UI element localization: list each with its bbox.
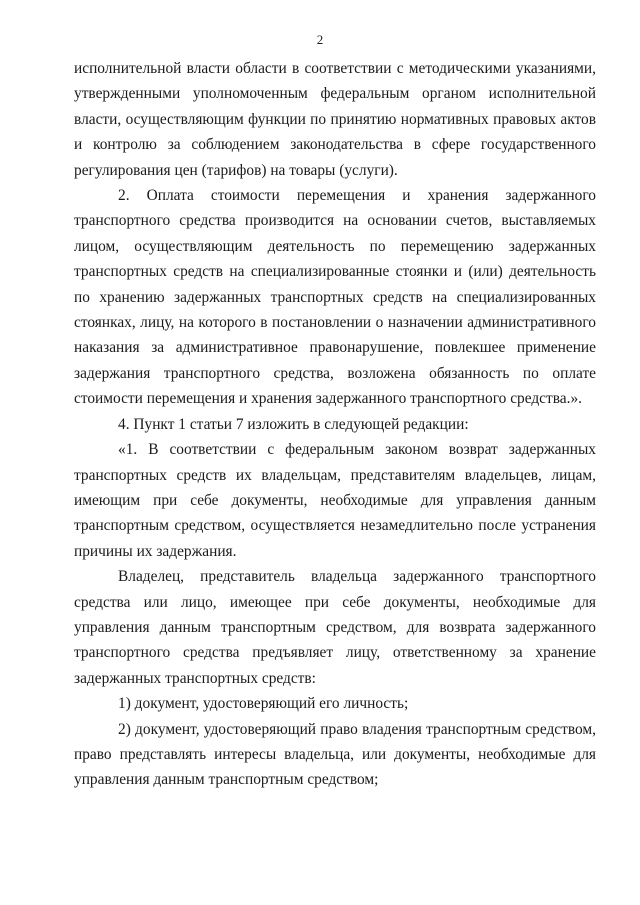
paragraph-continuation: исполнительной власти области в соответствии с методическими указаниями, утвержденными уполномоченным федеральным органом исполнительной власти, осуществляющим функции по принятию нормативных правовых актов и контролю за соблюдением законодательства в сфере государственного регулирования цен (тарифов) на товары (услуги).	[74, 60, 596, 179]
paragraph-item-4: 4. Пункт 1 статьи 7 изложить в следующей редакции:	[118, 415, 469, 433]
list-item-2: 2) документ, удостоверяющий право владения транспортным средством, право представлять интересы владельца, или документы, необходимые для управления данным транспортным средством;	[74, 720, 596, 789]
list-item-1: 1) документ, удостоверяющий его личность;	[118, 695, 409, 713]
document-body	[74, 56, 596, 793]
paragraph-owner-requirements: Владелец, представитель владельца задержанного транспортного средства или лицо, имеющее при себе документы, необходимые для управления данным транспортным средством, для возврата задержанного транспортного средства предъявляет лицу, ответственному за хранение задержанных транспортных средств:	[74, 568, 596, 687]
paragraph-item-2: 2. Оплата стоимости перемещения и хранения задержанного транспортного средства производится на основании счетов, выставляемых лицом, осуществляющим деятельность по перемещению задержанных транспортных средств на специализированные стоянки и (или) деятельность по хранению задержанных транспортных средств на специализированных стоянках, лицу, на которого в постановлении о назначении административного наказания за административное правонарушение, повлекшее применение задержания транспортного средства, возложена обязанность по оплате стоимости перемещения и хранения задержанного транспортного средства.».	[74, 187, 596, 408]
page-number: 2	[316, 32, 324, 47]
paragraph-quoted-point-1: «1. В соответствии с федеральным законом возврат задержанных транспортных средств их владельцам, представителям владельцев, лицам, имеющим при себе документы, необходимые для управления данным транспортным средством, осуществляется незамедлительно после устранения причины их задержания.	[74, 441, 596, 560]
